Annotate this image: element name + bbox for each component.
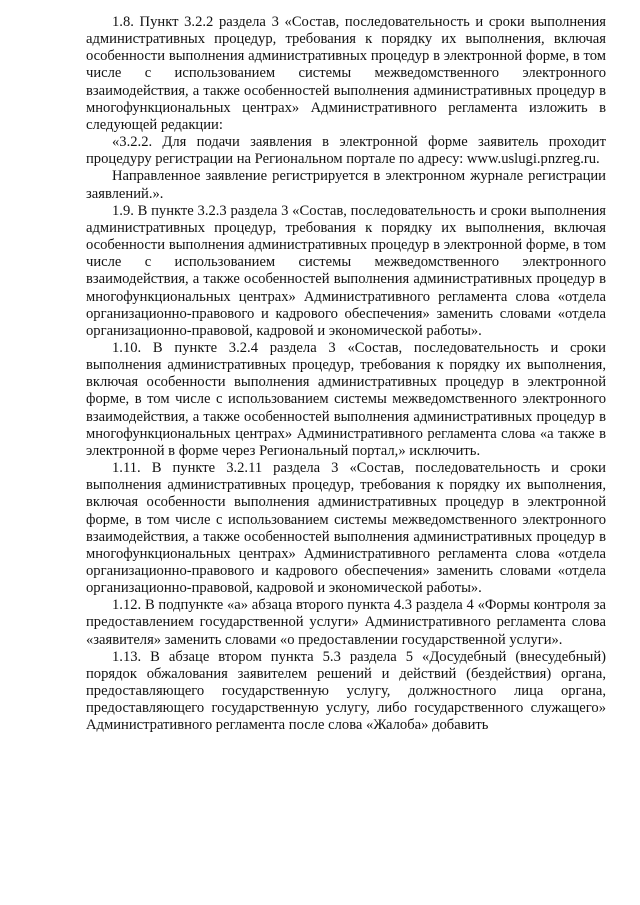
paragraph-registration-note: Направленное заявление регистрируется в электронном журнале регистрации заявлений.». bbox=[86, 168, 606, 202]
paragraph-1-13: 1.13. В абзаце втором пункта 5.3 раздела 5 «Досудебный (внесудебный) порядок обжалования заявителем решений и действий (бездействия) органа, предоставляющего государственную услугу, должностного лица органа, предоставляющего государственную услугу, либо государственного служащего» Административного регламента после слова «Жалоба» добавить bbox=[86, 648, 606, 734]
paragraph-1-8: 1.8. Пункт 3.2.2 раздела 3 «Состав, последовательность и сроки выполнения административных процедур, требования к порядку их выполнения, включая особенности выполнения административных процедур в электронной форме, в том числе с использованием системы межведомственного электронного взаимодействия, а также особенностей выполнения административных процедур в многофункциональных центрах» Административного регламента изложить в следующей редакции: bbox=[86, 14, 606, 133]
paragraph-3-2-2-quote: «3.2.2. Для подачи заявления в электронной форме заявитель проходит процедуру регистрации на Региональном портале по адресу: www.uslugi.pnzreg.ru. bbox=[86, 134, 606, 168]
document-page bbox=[86, 14, 606, 735]
paragraph-1-11: 1.11. В пункте 3.2.11 раздела 3 «Состав, последовательность и сроки выполнения административных процедур, требования к порядку их выполнения, включая особенности выполнения административных процедур в электронной форме, в том числе с использованием системы межведомственного электронного взаимодействия, а также особенностей выполнения административных процедур в многофункциональных центрах» Административного регламента слова «отдела организационно-правового и кадрового обеспечения» заменить словами «отдела организационно-правовой, кадровой и экономической работы». bbox=[86, 460, 606, 597]
paragraph-1-10: 1.10. В пункте 3.2.4 раздела 3 «Состав, последовательность и сроки выполнения административных процедур, требования к порядку их выполнения, включая особенности выполнения административных процедур в электронной форме, в том числе с использованием системы межведомственного электронного взаимодействия, а также особенностей выполнения административных процедур в многофункциональных центрах» Административного регламента слова «а также в электронной в форме через Региональный портал,» исключить. bbox=[86, 339, 606, 459]
paragraph-1-9: 1.9. В пункте 3.2.3 раздела 3 «Состав, последовательность и сроки выполнения административных процедур, требования к порядку их выполнения, включая особенности выполнения административных процедур в электронной форме, в том числе с использованием системы межведомственного электронного взаимодействия, а также особенностей выполнения административных процедур в многофункциональных центрах» Административного регламента слова «отдела организационно-правового и кадрового обеспечения» заменить словами «отдела организационно-правовой, кадровой и экономической работы». bbox=[86, 202, 606, 339]
paragraph-1-12: 1.12. В подпункте «а» абзаца второго пункта 4.3 раздела 4 «Формы контроля за предоставлением государственной услуги» Административного регламента слова «заявителя» заменить словами «о предоставлении государственной услуги». bbox=[86, 597, 606, 648]
